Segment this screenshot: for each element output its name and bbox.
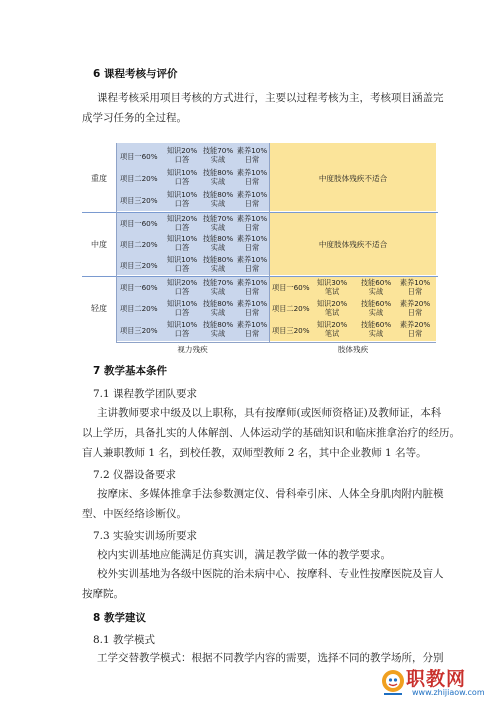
- mild-limb-a2-3: 笔试: [324, 329, 340, 338]
- section-6-para-line-2: 成学习任务的全过程。: [82, 112, 187, 124]
- moderate-b-1: [200, 214, 236, 232]
- severe-b2-3: 实战: [210, 199, 226, 208]
- zhijiaow-logo: [380, 664, 496, 704]
- severe-b-3: [200, 190, 236, 208]
- moderate-b1-3: 技能80%: [202, 255, 234, 264]
- severe-c1-1: 素养10%: [236, 146, 268, 155]
- severe-b1-1: 技能70%: [202, 146, 234, 155]
- severe-a2-1: 口答: [174, 155, 190, 164]
- mild-limb-c-1: [395, 278, 435, 296]
- moderate-a-1: [164, 214, 200, 232]
- mild-b2-3: 实战: [210, 329, 226, 338]
- moderate-c1-1: 素养10%: [236, 214, 268, 223]
- mild-limb-proj-3: 项目三20%: [272, 326, 310, 335]
- caption-limb: 肢体残疾: [337, 345, 369, 354]
- section-7-1-line-1: 主讲教师要求中级及以上职称，具有按摩师(或医师资格证)及教师证，本科: [97, 407, 442, 419]
- severe-not-suitable-note: 中度肢体残疾不适合: [318, 174, 388, 183]
- section-7-3-line-1: 校内实训基地应能满足仿真实训，满足教学做一体的教学要求。: [97, 549, 391, 561]
- mild-b1-1: 技能70%: [202, 278, 234, 287]
- mild-c1-1: 素养10%: [236, 278, 268, 287]
- moderate-b1-1: 技能70%: [202, 214, 234, 223]
- section-7-2-title: 7.2 仪器设备要求: [93, 469, 177, 481]
- mild-b2-1: 实战: [210, 287, 226, 296]
- mild-a-2: [164, 299, 200, 317]
- moderate-b2-2: 实战: [210, 243, 226, 252]
- moderate-a1-3: 知识10%: [166, 255, 198, 264]
- logo-text: 职教网: [406, 668, 467, 690]
- mild-b1-2: 技能80%: [202, 299, 234, 308]
- severe-a1-1-top: 知识20%: [166, 146, 198, 155]
- mild-limb-b-2: [356, 299, 396, 317]
- mild-limb-b-3: [356, 320, 396, 338]
- mild-limb-proj-2: 项目二20%: [272, 304, 310, 313]
- severe-b1-2: 技能80%: [202, 168, 234, 177]
- moderate-a2-3: 口答: [174, 264, 190, 273]
- moderate-proj-1: 项目一60%: [120, 219, 158, 228]
- severe-b-2: [200, 168, 236, 186]
- mild-b1-3: 技能80%: [202, 320, 234, 329]
- row-label-mild: 轻度: [91, 304, 107, 313]
- mild-limb-a-2: [312, 299, 352, 317]
- moderate-c-1: [234, 214, 270, 232]
- mild-a2-1: 口答: [174, 287, 190, 296]
- moderate-c2-1: 日常: [244, 223, 260, 232]
- section-7-3-line-3: 按摩院。: [82, 588, 124, 600]
- mild-proj-3: 项目三20%: [120, 326, 158, 335]
- moderate-b-2: [200, 234, 236, 252]
- severe-c-1: [234, 146, 270, 164]
- section-8-heading: 8 教学建议: [93, 612, 146, 624]
- caption-visual: 视力残疾: [177, 345, 208, 354]
- mild-limb-a-3: [312, 320, 352, 338]
- severe-a-3: [164, 190, 200, 208]
- mild-b-1: [200, 278, 236, 296]
- moderate-a-2: [164, 234, 200, 252]
- section-7-2-line-1: 按摩床、多媒体推拿手法参数测定仪、骨科牵引床、人体全身肌肉附内脏模: [97, 488, 444, 500]
- mild-a1-1: 知识20%: [166, 278, 198, 287]
- section-7-1-title: 7.1 课程教学团队要求: [93, 388, 198, 400]
- logo-url: www.zhijiaow.com: [412, 688, 485, 697]
- severe-proj-1: 项目一60%: [120, 152, 158, 161]
- mild-limb-a1-3: 知识20%: [316, 320, 348, 329]
- severe-c-3: [234, 190, 270, 208]
- section-7-3-title: 7.3 实验实训场所要求: [93, 530, 198, 542]
- section-7-1-line-3: 盲人兼职教师 1 名，到校任教，双师型教师 2 名，其中企业教师 1 名等。: [82, 447, 427, 459]
- moderate-b2-3: 实战: [210, 264, 226, 273]
- severe-c2-2: 日常: [244, 177, 260, 186]
- mild-proj-1: 项目一60%: [120, 283, 158, 292]
- mild-limb-c1-2: 素养20%: [399, 299, 431, 308]
- mild-a1-3: 知识10%: [166, 320, 198, 329]
- moderate-b-3: [200, 255, 236, 273]
- mild-a-1: [164, 278, 200, 296]
- severe-c1-2: 素养10%: [236, 168, 268, 177]
- mild-limb-proj-1: 项目一60%: [272, 283, 310, 292]
- mild-limb-a2-1: 笔试: [324, 287, 340, 296]
- mild-limb-c2-3: 日常: [407, 329, 423, 338]
- moderate-a2-2: 口答: [174, 243, 190, 252]
- row-divider-1: [82, 212, 438, 213]
- moderate-a1-2: 知识10%: [166, 234, 198, 243]
- severe-b1-3: 技能80%: [202, 190, 234, 199]
- mild-c-2: [234, 299, 270, 317]
- moderate-c-3: [234, 255, 270, 273]
- mild-limb-a-1: [312, 278, 352, 296]
- severe-a1-2: 知识10%: [166, 168, 198, 177]
- mild-proj-2: 项目二20%: [120, 304, 158, 313]
- severe-b2-1: 实战: [210, 155, 226, 164]
- moderate-c1-3: 素养10%: [236, 255, 268, 264]
- severe-a-2: [164, 168, 200, 186]
- section-7-heading: 7 教学基本条件: [93, 365, 167, 377]
- mild-c2-3: 日常: [244, 329, 260, 338]
- mild-limb-c2-2: 日常: [407, 308, 423, 317]
- severe-c1-3: 素养10%: [236, 190, 268, 199]
- mild-limb-b1-2: 技能60%: [360, 299, 392, 308]
- mild-limb-a2-2: 笔试: [324, 308, 340, 317]
- row-label-moderate: 中度: [91, 240, 107, 249]
- mild-c-3: [234, 320, 270, 338]
- moderate-a1-1: 知识20%: [166, 214, 198, 223]
- mild-limb-b1-1: 技能60%: [360, 278, 392, 287]
- moderate-not-suitable-note: 中度肢体残疾不适合: [318, 240, 388, 249]
- mild-c-1: [234, 278, 270, 296]
- mild-b2-2: 实战: [210, 308, 226, 317]
- severe-b2-2: 实战: [210, 177, 226, 186]
- mild-limb-b2-1: 实战: [368, 287, 384, 296]
- moderate-c-2: [234, 234, 270, 252]
- row-label-severe: 重度: [91, 174, 107, 183]
- moderate-c2-3: 日常: [244, 264, 260, 273]
- severe-c2-1: 日常: [244, 155, 260, 164]
- section-6-heading: 6 课程考核与评价: [93, 68, 178, 80]
- mild-limb-b2-3: 实战: [368, 329, 384, 338]
- severe-c-2: [234, 168, 270, 186]
- moderate-a-3: [164, 255, 200, 273]
- mild-limb-b1-3: 技能60%: [360, 320, 392, 329]
- mild-a1-2: 知识10%: [166, 299, 198, 308]
- row-divider-2: [82, 276, 438, 277]
- moderate-proj-3: 项目三20%: [120, 261, 158, 270]
- moderate-c1-2: 素养10%: [236, 234, 268, 243]
- mild-limb-b-1: [356, 278, 396, 296]
- mild-b-3: [200, 320, 236, 338]
- mild-c2-1: 日常: [244, 287, 260, 296]
- section-6-para-line-1: 课程考核采用项目考核的方式进行，主要以过程考核为主，考核项目涵盖完: [97, 92, 444, 104]
- mild-limb-c1-1: 素养10%: [399, 278, 431, 287]
- mild-limb-c-3: [395, 320, 435, 338]
- mild-b-2: [200, 299, 236, 317]
- mild-limb-c2-1: 日常: [407, 287, 423, 296]
- mild-c1-3: 素养10%: [236, 320, 268, 329]
- mild-limb-c-2: [395, 299, 435, 317]
- mild-limb-a1-2: 知识20%: [316, 299, 348, 308]
- section-8-1-line-1: 工学交替教学模式：根据不同教学内容的需要，选择不同的教学场所，分别: [97, 652, 444, 664]
- section-7-1-line-2: 以上学历，具备扎实的人体解剖、人体运动学的基础知识和临床推拿治疗的经历。: [82, 427, 460, 439]
- mild-c1-2: 素养10%: [236, 299, 268, 308]
- mild-c2-2: 日常: [244, 308, 260, 317]
- section-7-3-line-2: 校外实训基地为各级中医院的治未病中心、按摩科、专业性按摩医院及盲人: [97, 568, 444, 580]
- severe-a1-1: [164, 146, 200, 164]
- mild-a2-3: 口答: [174, 329, 190, 338]
- moderate-b2-1: 实战: [210, 223, 226, 232]
- mild-limb-a1-1: 知识30%: [316, 278, 348, 287]
- severe-a2-2: 口答: [174, 177, 190, 186]
- assessment-figure: [82, 143, 438, 355]
- mild-a-3: [164, 320, 200, 338]
- severe-proj-2: 项目二20%: [120, 174, 158, 183]
- severe-b-1: [200, 146, 236, 164]
- severe-proj-3: 项目三20%: [120, 196, 158, 205]
- mild-limb-c1-3: 素养20%: [399, 320, 431, 329]
- section-8-1-title: 8.1 教学模式: [93, 634, 156, 646]
- moderate-b1-2: 技能80%: [202, 234, 234, 243]
- bottom-axis-line: [116, 342, 436, 343]
- moderate-proj-2: 项目二20%: [120, 240, 158, 249]
- left-axis-line: [116, 143, 117, 343]
- severe-a2-3: 口答: [174, 199, 190, 208]
- moderate-a2-1: 口答: [174, 223, 190, 232]
- logo-mascot-icon: [380, 668, 406, 698]
- mild-limb-b2-2: 实战: [368, 308, 384, 317]
- mild-a2-2: 口答: [174, 308, 190, 317]
- moderate-c2-2: 日常: [244, 243, 260, 252]
- severe-a1-3: 知识10%: [166, 190, 198, 199]
- severe-c2-3: 日常: [244, 199, 260, 208]
- section-7-2-line-2: 型、中医经络诊断仪。: [82, 508, 187, 520]
